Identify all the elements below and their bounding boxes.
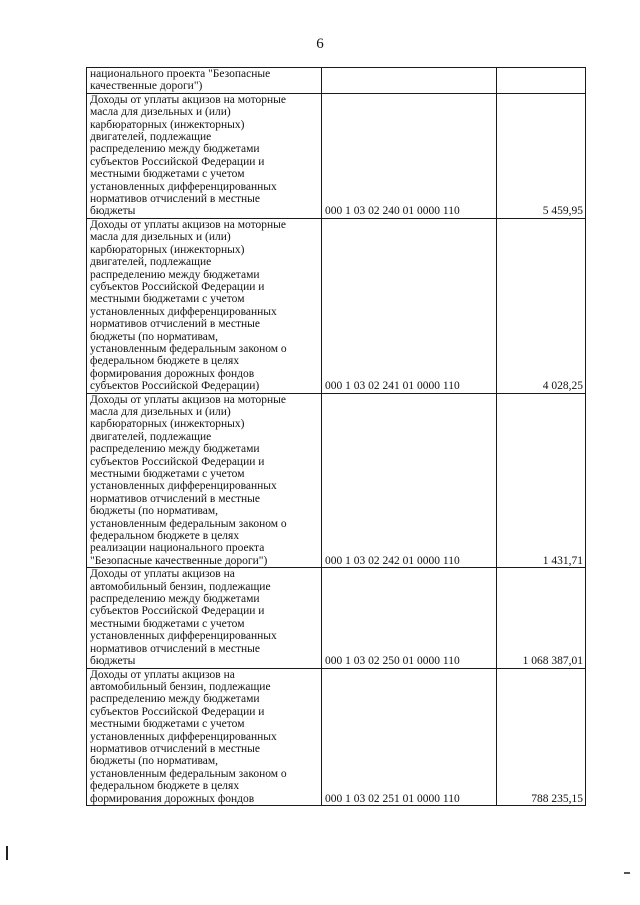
row-amount: 1 431,71	[497, 393, 586, 568]
row-description	[87, 218, 322, 393]
table-row	[87, 568, 586, 668]
description-text: Доходы от уплаты акцизов на моторные масла для дизельных и (или) карбюраторных (инжекторных) двигателей, подлежащие распределению между бюджетами субъектов Российской Федерации и местными бюджетами с учетом установленных дифференцированных нормативов отчислений в местные бюджеты (по нормативам, установленным федеральным законом о федеральном бюджете в целях реализации национального проекта "Безопасные качественные дороги")	[90, 393, 287, 567]
row-code: 000 1 03 02 250 01 0000 110	[322, 568, 497, 668]
row-code	[322, 68, 497, 94]
row-amount: 1 068 387,01	[497, 568, 586, 668]
row-description	[87, 68, 322, 94]
row-code: 000 1 03 02 242 01 0000 110	[322, 393, 497, 568]
table-row	[87, 668, 586, 805]
row-code: 000 1 03 02 251 01 0000 110	[322, 668, 497, 805]
scan-margin-mark	[6, 846, 8, 860]
page-number: 6	[316, 36, 324, 52]
row-amount: 788 235,15	[497, 668, 586, 805]
row-amount: 5 459,95	[497, 93, 586, 218]
table-row	[87, 218, 586, 393]
row-amount: 4 028,25	[497, 218, 586, 393]
row-code: 000 1 03 02 240 01 0000 110	[322, 93, 497, 218]
description-text: Доходы от уплаты акцизов на моторные масла для дизельных и (или) карбюраторных (инжекторных) двигателей, подлежащие распределению между бюджетами субъектов Российской Федерации и местными бюджетами с учетом установленных дифференцированных нормативов отчислений в местные бюджеты	[90, 93, 286, 218]
row-description	[87, 568, 322, 668]
row-amount	[497, 68, 586, 94]
row-description	[87, 393, 322, 568]
row-code: 000 1 03 02 241 01 0000 110	[322, 218, 497, 393]
description-text: Доходы от уплаты акцизов на автомобильный бензин, подлежащие распределению между бюджетами субъектов Российской Федерации и местными бюджетами с учетом установленных дифференцированных нормативов отчислений в местные бюджеты (по нормативам, установленным федеральным законом о федеральном бюджете в целях формирования дорожных фондов	[90, 668, 287, 805]
row-description	[87, 93, 322, 218]
row-description	[87, 668, 322, 805]
table-row	[87, 393, 586, 568]
scan-corner-mark	[624, 872, 630, 874]
description-text: национального проекта "Безопасные качественные дороги")	[90, 68, 271, 93]
table-row	[87, 93, 586, 218]
table-row	[87, 68, 586, 94]
description-text: Доходы от уплаты акцизов на автомобильный бензин, подлежащие распределению между бюджетами субъектов Российской Федерации и местными бюджетами с учетом установленных дифференцированных нормативов отчислений в местные бюджеты	[90, 568, 277, 668]
description-text: Доходы от уплаты акцизов на моторные масла для дизельных и (или) карбюраторных (инжекторных) двигателей, подлежащие распределению между бюджетами субъектов Российской Федерации и местными бюджетами с учетом установленных дифференцированных нормативов отчислений в местные бюджеты (по нормативам, установленным федеральным законом о федеральном бюджете в целях формирования дорожных фондов субъектов Российской Федерации)	[90, 218, 287, 393]
revenue-table	[86, 67, 586, 806]
